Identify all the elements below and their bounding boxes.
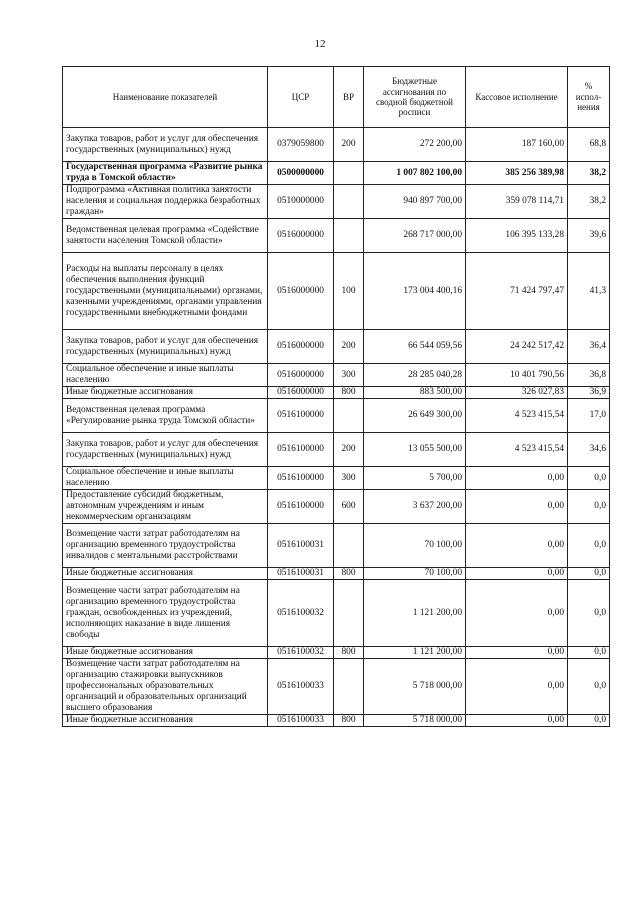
header-execution: Кассовое исполнение [466, 67, 568, 128]
cell-assignments: 268 717 000,00 [364, 219, 466, 253]
cell-vr: 200 [334, 330, 364, 364]
table-row [63, 185, 610, 219]
cell-name: Иные бюджетные ассигнования [63, 647, 268, 659]
cell-percent: 0,0 [568, 659, 610, 715]
cell-vr [334, 524, 364, 568]
cell-vr: 200 [334, 128, 364, 162]
cell-percent: 36,4 [568, 330, 610, 364]
cell-vr: 800 [334, 568, 364, 580]
cell-name: Ведомственная целевая программа «Содействие занятости населения Томской области» [63, 219, 268, 253]
table-row [63, 128, 610, 162]
table-row [63, 490, 610, 524]
cell-percent: 36,8 [568, 364, 610, 387]
cell-name: Возмещение части затрат работодателям на организацию временного трудоустройства инвалидов с ментальными расстройствами [63, 524, 268, 568]
cell-vr: 300 [334, 364, 364, 387]
cell-name: Социальное обеспечение и иные выплаты населению [63, 467, 268, 490]
cell-csr: 0516100032 [268, 647, 334, 659]
cell-assignments: 28 285 040,28 [364, 364, 466, 387]
cell-percent: 0,0 [568, 490, 610, 524]
cell-vr [334, 659, 364, 715]
cell-name: Закупка товаров, работ и услуг для обеспечения государственных (муниципальных) нужд [63, 330, 268, 364]
cell-percent: 36,9 [568, 387, 610, 399]
cell-assignments: 3 637 200,00 [364, 490, 466, 524]
cell-percent: 0,0 [568, 524, 610, 568]
cell-percent: 0,0 [568, 715, 610, 727]
cell-assignments: 940 897 700,00 [364, 185, 466, 219]
cell-vr [334, 399, 364, 433]
table-row [63, 364, 610, 387]
cell-csr: 0516100032 [268, 580, 334, 647]
cell-assignments: 70 100,00 [364, 568, 466, 580]
cell-execution: 71 424 797,47 [466, 253, 568, 330]
cell-name: Государственная программа «Развитие рынка труда в Томской области» [63, 162, 268, 185]
cell-execution: 0,00 [466, 524, 568, 568]
cell-csr: 0516100000 [268, 467, 334, 490]
cell-execution: 0,00 [466, 659, 568, 715]
cell-assignments: 66 544 059,56 [364, 330, 466, 364]
cell-execution: 187 160,00 [466, 128, 568, 162]
cell-vr: 100 [334, 253, 364, 330]
cell-percent: 0,0 [568, 467, 610, 490]
budget-execution-table [62, 66, 610, 727]
cell-name: Возмещение части затрат работодателям на организацию временного трудоустройства граждан, освобожденных из учреждений, исполняющих наказание в виде лишения свободы [63, 580, 268, 647]
table-body [63, 128, 610, 727]
cell-name: Иные бюджетные ассигнования [63, 387, 268, 399]
cell-percent: 41,3 [568, 253, 610, 330]
cell-vr [334, 162, 364, 185]
cell-vr: 600 [334, 490, 364, 524]
cell-vr: 800 [334, 387, 364, 399]
cell-csr: 0516100000 [268, 399, 334, 433]
table-row [63, 162, 610, 185]
cell-name: Закупка товаров, работ и услуг для обеспечения государственных (муниципальных) нужд [63, 128, 268, 162]
cell-csr: 0516000000 [268, 364, 334, 387]
cell-execution: 4 523 415,54 [466, 399, 568, 433]
cell-percent: 38,2 [568, 185, 610, 219]
cell-percent: 0,0 [568, 568, 610, 580]
cell-execution: 359 078 114,71 [466, 185, 568, 219]
cell-name: Иные бюджетные ассигнования [63, 568, 268, 580]
table-row [63, 433, 610, 467]
page-number: 12 [314, 38, 326, 50]
cell-assignments: 13 055 500,00 [364, 433, 466, 467]
cell-csr: 0516100031 [268, 568, 334, 580]
cell-assignments: 883 500,00 [364, 387, 466, 399]
cell-name: Расходы на выплаты персоналу в целях обеспечения выполнения функций государственными (муниципальными) органами, казенными учреждениями, органами управления государственными внебюджетными фондами [63, 253, 268, 330]
header-percent: % испол-нения [568, 67, 610, 128]
cell-percent: 17,0 [568, 399, 610, 433]
cell-assignments: 1 121 200,00 [364, 647, 466, 659]
cell-execution: 0,00 [466, 580, 568, 647]
cell-execution: 0,00 [466, 647, 568, 659]
cell-execution: 4 523 415,54 [466, 433, 568, 467]
table-row [63, 647, 610, 659]
table-row [63, 659, 610, 715]
cell-assignments: 5 700,00 [364, 467, 466, 490]
table-row [63, 387, 610, 399]
cell-csr: 0379059800 [268, 128, 334, 162]
cell-execution: 0,00 [466, 568, 568, 580]
cell-execution: 106 395 133,28 [466, 219, 568, 253]
cell-name: Предоставление субсидий бюджетным, автономным учреждениям и иным некоммерческим организациям [63, 490, 268, 524]
cell-vr [334, 185, 364, 219]
cell-execution: 24 242 517,42 [466, 330, 568, 364]
cell-vr: 300 [334, 467, 364, 490]
header-vr: ВР [334, 67, 364, 128]
cell-csr: 0516100000 [268, 490, 334, 524]
cell-csr: 0516000000 [268, 253, 334, 330]
cell-percent: 34,6 [568, 433, 610, 467]
cell-execution: 0,00 [466, 467, 568, 490]
cell-assignments: 5 718 000,00 [364, 715, 466, 727]
table-row [63, 253, 610, 330]
header-csr: ЦСР [268, 67, 334, 128]
cell-percent: 38,2 [568, 162, 610, 185]
cell-name: Социальное обеспечение и иные выплаты населению [63, 364, 268, 387]
cell-csr: 0516100033 [268, 659, 334, 715]
cell-assignments: 272 200,00 [364, 128, 466, 162]
cell-name: Закупка товаров, работ и услуг для обеспечения государственных (муниципальных) нужд [63, 433, 268, 467]
table-row [63, 219, 610, 253]
cell-csr: 0516000000 [268, 387, 334, 399]
cell-csr: 0516000000 [268, 219, 334, 253]
cell-percent: 68,8 [568, 128, 610, 162]
table-row [63, 330, 610, 364]
header-name: Наименование показателей [63, 67, 268, 128]
header-assignments: Бюджетные ассигнования по сводной бюджетной росписи [364, 67, 466, 128]
table-row [63, 580, 610, 647]
cell-csr: 0516100031 [268, 524, 334, 568]
cell-assignments: 5 718 000,00 [364, 659, 466, 715]
cell-csr: 0516000000 [268, 330, 334, 364]
cell-csr: 0516100000 [268, 433, 334, 467]
cell-execution: 326 027,83 [466, 387, 568, 399]
cell-vr: 800 [334, 715, 364, 727]
cell-csr: 0516100033 [268, 715, 334, 727]
cell-vr: 800 [334, 647, 364, 659]
cell-execution: 0,00 [466, 490, 568, 524]
cell-csr: 0500000000 [268, 162, 334, 185]
cell-vr [334, 219, 364, 253]
cell-name: Иные бюджетные ассигнования [63, 715, 268, 727]
cell-execution: 0,00 [466, 715, 568, 727]
cell-assignments: 70 100,00 [364, 524, 466, 568]
cell-assignments: 1 121 200,00 [364, 580, 466, 647]
cell-name: Ведомственная целевая программа «Регулирование рынка труда Томской области» [63, 399, 268, 433]
table-row [63, 568, 610, 580]
table-header-row [63, 67, 610, 128]
cell-percent: 0,0 [568, 647, 610, 659]
cell-assignments: 26 649 300,00 [364, 399, 466, 433]
cell-execution: 385 256 389,98 [466, 162, 568, 185]
table-row [63, 715, 610, 727]
cell-vr [334, 580, 364, 647]
cell-execution: 10 401 790,56 [466, 364, 568, 387]
cell-csr: 0510000000 [268, 185, 334, 219]
cell-percent: 39,6 [568, 219, 610, 253]
cell-assignments: 173 004 400,16 [364, 253, 466, 330]
cell-vr: 200 [334, 433, 364, 467]
cell-name: Подпрограмма «Активная политика занятости населения и социальная поддержка безработных граждан» [63, 185, 268, 219]
cell-assignments: 1 007 802 100,00 [364, 162, 466, 185]
table-row [63, 399, 610, 433]
cell-name: Возмещение части затрат работодателям на организацию стажировки выпускников профессиональных образовательных организаций и образовательных организаций высшего образования [63, 659, 268, 715]
table-row [63, 467, 610, 490]
table-row [63, 524, 610, 568]
cell-percent: 0,0 [568, 580, 610, 647]
